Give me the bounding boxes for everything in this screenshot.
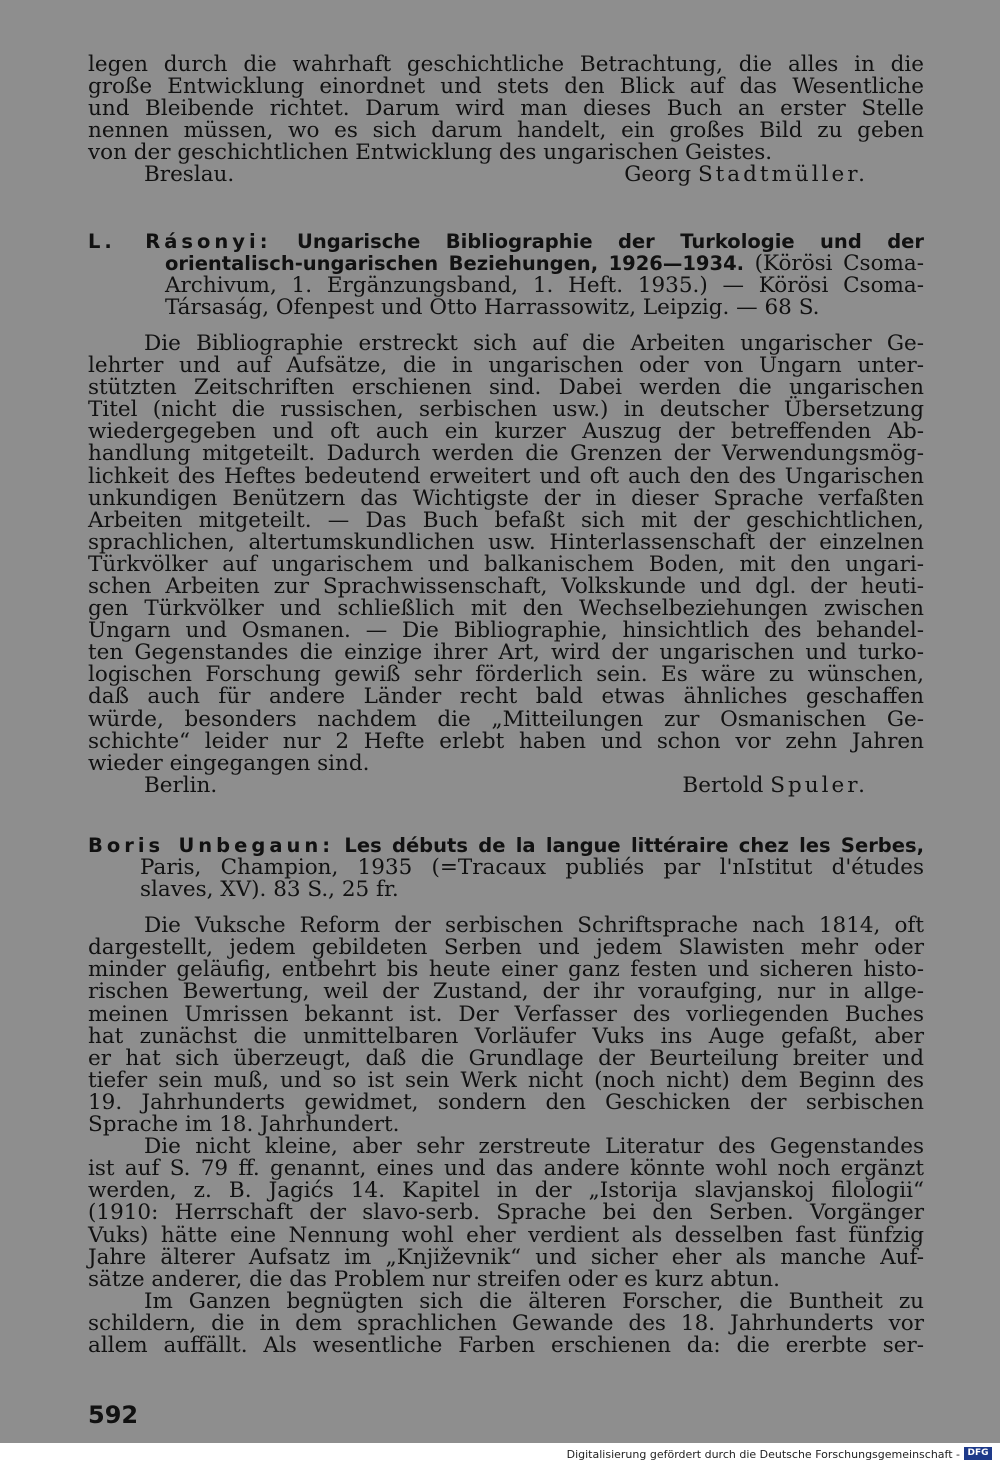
review2-title-part-2: orientalisch-ungarischen Beziehungen, 1926—1934. [165,251,745,275]
text-line: wiedergegeben und oft auch ein kurzer Auszug der betreffenden Ab- [88,419,924,445]
reviewer-last-name: Stadtmüller. [697,162,868,188]
text-line: wieder eingegangen sind. [88,750,370,776]
text-line: dargestellt, jedem gebildeten Serben und jedem Slawisten mehr oder [88,935,924,961]
reviewer-first-name: Georg [624,162,692,188]
text-line: meinen Umrissen bekannt ist. Der Verfasser des vorliegenden Buches [88,1001,924,1027]
text-line: Jahre älterer Aufsatz im „Književnik“ und sicher eher als manche Auf- [88,1244,924,1270]
text-line: von der geschichtlichen Entwicklung des ungarischen Geistes. [88,140,773,166]
text-line: ten Gegenstandes die einzige ihrer Art, wird der ungarischen und turko- [88,640,924,666]
text-line: und Bleibende richtet. Darum wird man dieses Buch an erster Stelle [88,96,924,122]
review2 [88,231,924,797]
review2-body [88,330,924,776]
review3-paragraph-1 [88,915,924,1136]
text-line: Arbeiten mitgeteilt. — Das Buch befaßt sich mit der geschichtlichen, [88,507,924,533]
text-line: Die Vuksche Reform der serbischen Schriftsprache nach 1814, oft [144,913,924,939]
signature-place: Berlin. [144,772,218,798]
text-line: rischen Bewertung, weil der Zustand, der ihr voraufging, nur in allge- [88,979,924,1005]
text-line: Titel (nicht die russischen, serbischen usw.) in deutscher Übersetzung [88,397,924,423]
page-content [88,54,924,1357]
text-line: gen Türkvölker und schließlich mit den Wechselbeziehungen zwischen [88,596,924,622]
signature-reviewer [624,164,868,186]
text-line: schichte“ leider nur 2 Hefte erlebt haben und schon vor zehn Jahren [88,728,924,754]
text-line: würde, besonders nachdem die „Mitteilungen zur Osmanischen Ge- [88,706,924,732]
signature-line [88,164,924,186]
text-line: allem auffällt. Als wesentliche Farben erschienen da: die ererbte ser- [88,1332,924,1358]
text-line: Vuks) hätte eine Nennung wohl eher verdient als desselben fast fünfzig [88,1222,924,1248]
text-line: Ungarn und Osmanen. — Die Bibliographie, hinsichtlich des behandel- [88,618,924,644]
text-line: er hat sich überzeugt, daß die Grundlage der Beurteilung breiter und [88,1045,924,1071]
signature-line [88,772,924,798]
text-line: große Entwicklung einordnet und stets den Blick auf das Wesentliche [88,74,924,100]
dfg-logo: DFG [964,1447,992,1460]
review3-paragraph-2 [88,1136,924,1291]
text-line: lehrter und auf Aufsätze, die in ungarischen oder von Ungarn unter- [88,353,924,379]
text-line: lichkeit des Heftes bedeutend erweitert und oft auch den des Ungarischen [88,463,924,489]
text-line: Die Bibliographie erstreckt sich auf die Arbeiten ungarischer Ge- [144,330,924,356]
text-line: Türkvölker auf ungarischem und balkanischem Boden, mit den ungari- [88,551,924,577]
text-line: nennen müssen, wo es sich darum handelt, ein großes Bild zu geben [88,118,924,144]
text-line: daß auch für andere Länder recht bald etwas ähnliches geschaffen [88,684,924,710]
text-line: schildern, die in dem sprachlichen Gewande des 18. Jahrhunderts vor [88,1310,924,1336]
text-line: (1910: Herrschaft der slavo-serb. Sprache bei den Serben. Vorgänger [88,1200,924,1226]
review1-end [88,54,924,187]
review2-title-rest: (Körösi Csoma- [754,250,924,276]
page-number: 592 [88,1401,139,1429]
review2-author: L. Rásonyi: [88,229,272,253]
text-line: legen durch die wahrhaft geschichtliche Betrachtung, die alles in die [88,52,924,77]
text-line: Die nicht kleine, aber sehr zerstreute Literatur des Gegenstandes [144,1134,924,1160]
text-line: Sprache im 18. Jahrhundert. [88,1112,400,1138]
text-line: 19. Jahrhunderts gewidmet, sondern den Geschicken der serbischen [88,1089,924,1115]
review2-biblio-line: Archivum, 1. Ergänzungsband, 1. Heft. 1935.) — Körösi Csoma- [165,272,924,298]
review2-heading-line-1 [88,231,924,253]
reviewer-last-name: Spuler. [770,772,868,798]
text-line: unkundigen Benützern das Wichtigste der in dieser Sprache verfaßten [88,485,924,511]
review3-biblio-line: slaves, XV). 83 S., 25 fr. [140,877,399,903]
signature-place: Breslau. [144,162,235,188]
text-line: schen Arbeiten zur Sprachwissenschaft, Volkskunde und dgl. der heuti- [88,573,924,599]
text-line: minder geläufig, entbehrt bis heute einer ganz festen und sicheren histo- [88,957,924,983]
digitization-footer [0,1443,1000,1465]
text-line: ist auf S. 79 ff. genannt, eines und das andere könnte wohl noch ergänzt [88,1156,924,1182]
text-line: Im Ganzen begnügten sich die älteren Forscher, die Buntheit zu [144,1288,924,1314]
text-line: sätze anderer, die das Problem nur streifen oder es kurz abtun. [88,1266,780,1292]
review2-title-part-1: Ungarische Bibliographie der Turkologie und der [296,229,924,253]
text-line: tiefer sein muß, und so ist sein Werk nicht (noch nicht) dem Beginn des [88,1067,924,1093]
text-line: logischen Forschung gewiß sehr förderlich sein. Es wäre zu wünschen, [88,662,924,688]
review3-heading-line [88,835,924,857]
reviewer-first-name: Bertold [682,772,764,798]
signature-reviewer [682,772,868,798]
review3-biblio-line: Paris, Champion, 1935 (=Tracaux publiés par l'nIstitut d'études [140,855,924,880]
review2-biblio-line: Társaság, Ofenpest und Otto Harrassowitz, Leipzig. — 68 S. [165,294,820,320]
review3-title: Les débuts de la langue littéraire chez les Serbes, [344,833,925,857]
review3-author: Boris Unbegaun: [88,833,335,857]
footer-text: Digitalisierung gefördert durch die Deutsche Forschungsgemeinschaft - [566,1448,960,1461]
review3 [88,835,924,1357]
text-line: stützten Zeitschriften erschienen sind. Dabei werden die ungarischen [88,375,924,401]
text-line: hat zunächst die unmittelbaren Vorläufer Vuks ins Auge gefaßt, aber [88,1023,924,1049]
text-line: handlung mitgeteilt. Dadurch werden die Grenzen der Verwendungsmög- [88,441,924,467]
review2-heading-line-2 [88,250,924,276]
review3-paragraph-3 [88,1288,924,1358]
text-line: werden, z. B. Jagićs 14. Kapitel in der „Istorija slavjanskoj filologii“ [88,1178,924,1204]
text-line: sprachlichen, altertumskundlichen usw. Hinterlassenschaft der einzelnen [88,529,924,555]
